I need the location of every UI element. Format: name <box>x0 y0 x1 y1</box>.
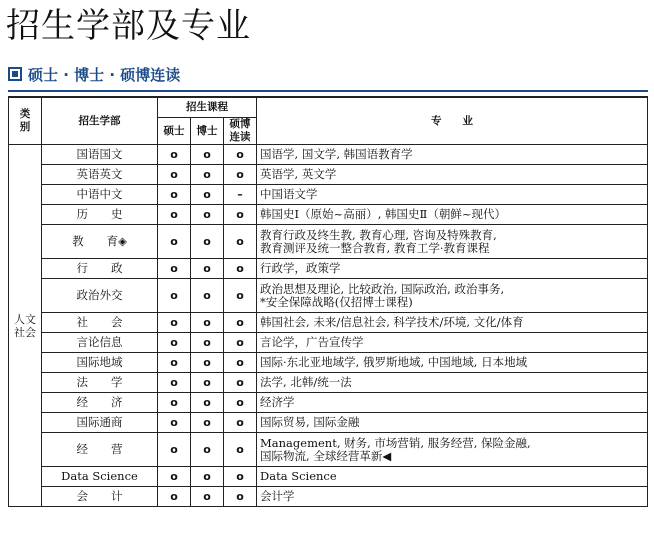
table-row <box>9 467 648 487</box>
major-cell <box>257 487 648 507</box>
masters-mark: o <box>158 165 191 185</box>
major-line: *安全保障战略(仅招博士课程) <box>260 294 413 309</box>
masters-mark: o <box>158 393 191 413</box>
header-category <box>9 97 42 145</box>
masters-mark: o <box>158 185 191 205</box>
major-line: 韩国社会, 未来/信息社会, 科学技术/环境, 文化/体育 <box>260 315 524 329</box>
major-cell <box>257 333 648 353</box>
combined-mark: o <box>224 259 257 279</box>
header-masters: 硕士 <box>158 118 191 145</box>
phd-mark: o <box>191 433 224 467</box>
major-line: 法学, 北韩/统一法 <box>260 375 352 389</box>
combined-mark: o <box>224 205 257 225</box>
category-label: 社会 <box>14 325 36 339</box>
combined-mark: o <box>224 279 257 313</box>
phd-mark: o <box>191 145 224 165</box>
category-label: 人文 <box>14 312 36 326</box>
masters-mark: o <box>158 333 191 353</box>
dept-cell: 国语国文 <box>42 145 158 165</box>
major-line: 经济学 <box>260 395 295 409</box>
header-category-line-2: 别 <box>19 121 31 133</box>
table-row <box>9 145 648 165</box>
major-cell <box>257 467 648 487</box>
header-courses: 招生课程 <box>158 97 257 118</box>
major-line: 国际贸易, 国际金融 <box>260 415 360 429</box>
table-row <box>9 373 648 393</box>
major-line: 教育行政及终生教, 教育心理, 咨询及特殊教育, <box>260 227 497 242</box>
dept-cell: 社 会 <box>42 313 158 333</box>
major-line: 韩国史Ⅰ（原始~高丽）, 韩国史Ⅱ（朝鲜~现代） <box>260 207 506 221</box>
masters-mark: o <box>158 373 191 393</box>
dept-cell: 言论信息 <box>42 333 158 353</box>
category-cell <box>9 145 42 507</box>
phd-mark: o <box>191 373 224 393</box>
header-dept: 招生学部 <box>42 97 158 145</box>
square-bullet-icon <box>8 67 22 81</box>
dept-cell: 行 政 <box>42 259 158 279</box>
major-cell <box>257 433 648 467</box>
combined-mark: o <box>224 467 257 487</box>
major-line: 中国语文学 <box>260 187 318 201</box>
table-row <box>9 433 648 467</box>
major-cell <box>257 205 648 225</box>
major-line: 国际物流, 全球经营革新◀ <box>260 448 392 463</box>
major-line: 行政学，政策学 <box>260 261 341 275</box>
phd-mark: o <box>191 165 224 185</box>
phd-mark: o <box>191 353 224 373</box>
masters-mark: o <box>158 279 191 313</box>
dept-cell: 法 学 <box>42 373 158 393</box>
major-cell <box>257 373 648 393</box>
section-title: 硕士 · 博士 · 硕博连读 <box>28 65 181 84</box>
major-line: Data Science <box>260 469 337 483</box>
phd-mark: o <box>191 185 224 205</box>
table-row <box>9 487 648 507</box>
combined-mark: o <box>224 353 257 373</box>
page-title: 招生学部及专业 <box>6 6 251 46</box>
dept-cell: 国际地域 <box>42 353 158 373</box>
phd-mark: o <box>191 225 224 259</box>
table-row <box>9 279 648 313</box>
masters-mark: o <box>158 145 191 165</box>
header-major: 专 业 <box>257 97 648 145</box>
combined-mark: o <box>224 165 257 185</box>
dept-cell: 中语中文 <box>42 185 158 205</box>
masters-mark: o <box>158 487 191 507</box>
major-cell <box>257 279 648 313</box>
masters-mark: o <box>158 353 191 373</box>
table-body <box>9 145 648 507</box>
section-heading <box>8 64 180 84</box>
header-phd: 博士 <box>191 118 224 145</box>
major-cell <box>257 165 648 185</box>
major-line: Management, 财务, 市场营销, 服务经营, 保险金融, <box>260 435 531 450</box>
masters-mark: o <box>158 413 191 433</box>
masters-mark: o <box>158 433 191 467</box>
dept-cell: Data Science <box>42 467 158 487</box>
major-line: 言论学，广告宣传学 <box>260 335 364 349</box>
combined-mark: o <box>224 393 257 413</box>
majors-table <box>8 96 648 507</box>
dept-cell: 会 计 <box>42 487 158 507</box>
table-row <box>9 333 648 353</box>
phd-mark: o <box>191 467 224 487</box>
combined-mark: o <box>224 313 257 333</box>
header-combined-line-1: 硕博 <box>229 118 251 130</box>
major-line: 国际·东北亚地域学, 俄罗斯地域, 中国地域, 日本地域 <box>260 355 528 369</box>
combined-mark: – <box>224 185 257 205</box>
masters-mark: o <box>158 205 191 225</box>
combined-mark: o <box>224 487 257 507</box>
table-row <box>9 353 648 373</box>
phd-mark: o <box>191 313 224 333</box>
dept-cell: 国际通商 <box>42 413 158 433</box>
dept-cell: 英语英文 <box>42 165 158 185</box>
major-cell <box>257 353 648 373</box>
major-cell <box>257 413 648 433</box>
table-row <box>9 313 648 333</box>
phd-mark: o <box>191 205 224 225</box>
phd-mark: o <box>191 333 224 353</box>
table-row <box>9 185 648 205</box>
dept-cell: 历 史 <box>42 205 158 225</box>
header-combined-line-2: 连读 <box>229 131 251 143</box>
phd-mark: o <box>191 279 224 313</box>
combined-mark: o <box>224 225 257 259</box>
table-row <box>9 413 648 433</box>
section-divider <box>8 90 648 92</box>
dept-cell: 政治外交 <box>42 279 158 313</box>
table-row <box>9 205 648 225</box>
dept-cell: 经 济 <box>42 393 158 413</box>
combined-mark: o <box>224 145 257 165</box>
masters-mark: o <box>158 313 191 333</box>
table-row <box>9 225 648 259</box>
table-row <box>9 259 648 279</box>
major-cell <box>257 145 648 165</box>
major-cell <box>257 185 648 205</box>
combined-mark: o <box>224 373 257 393</box>
header-combined <box>224 118 257 145</box>
major-line: 政治思想及理论, 比较政治, 国际政治, 政治事务, <box>260 281 505 296</box>
masters-mark: o <box>158 225 191 259</box>
major-cell <box>257 259 648 279</box>
major-line: 英语学, 英文学 <box>260 167 337 181</box>
table-row <box>9 165 648 185</box>
phd-mark: o <box>191 413 224 433</box>
dept-cell: 教 育◈ <box>42 225 158 259</box>
masters-mark: o <box>158 467 191 487</box>
phd-mark: o <box>191 487 224 507</box>
masters-mark: o <box>158 259 191 279</box>
phd-mark: o <box>191 393 224 413</box>
header-category-line-1: 类 <box>19 108 31 120</box>
combined-mark: o <box>224 333 257 353</box>
major-cell <box>257 225 648 259</box>
major-line: 会计学 <box>260 489 295 503</box>
major-line: 教育测评及统一整合教育, 教育工学·教育课程 <box>260 240 490 255</box>
major-line: 国语学, 国文学, 韩国语教育学 <box>260 147 413 161</box>
combined-mark: o <box>224 433 257 467</box>
phd-mark: o <box>191 259 224 279</box>
dept-cell: 经 营 <box>42 433 158 467</box>
table-row <box>9 393 648 413</box>
major-cell <box>257 313 648 333</box>
combined-mark: o <box>224 413 257 433</box>
major-cell <box>257 393 648 413</box>
